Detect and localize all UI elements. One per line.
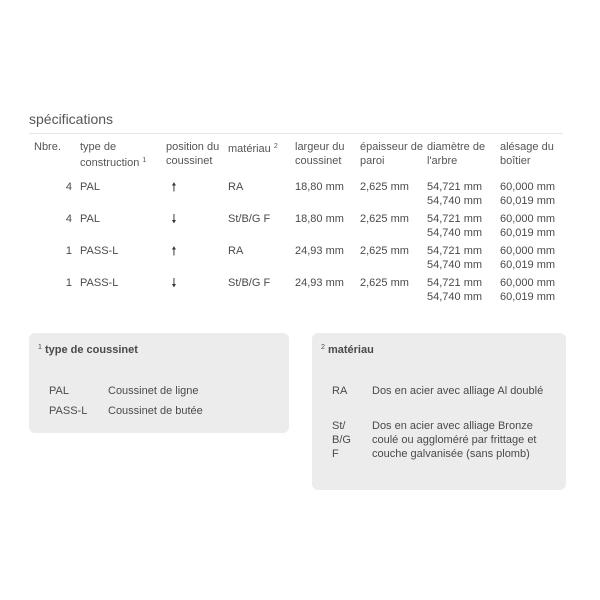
legend-item [332, 419, 558, 479]
legend-item [49, 404, 279, 418]
cell-diametre: 54,721 mm 54,740 mm [427, 213, 483, 239]
legend-item [332, 384, 558, 414]
cell-epaisseur: 2,625 mm [360, 213, 409, 225]
footnote-marker: 2 [321, 344, 325, 351]
arrow-down-icon: 🠗 [171, 276, 177, 290]
table-row [34, 244, 570, 276]
header-type-de-construction: type de construction $^1$ [80, 141, 147, 169]
cell-position [166, 244, 228, 276]
arrow-up-icon: 🠕 [171, 244, 177, 258]
legend-description: Dos en acier avec alliage Al doublé [372, 385, 544, 397]
header-epaisseur: épaisseur de paroi [360, 141, 423, 167]
cell-largeur: 18,80 mm [295, 181, 344, 193]
header-diametre: diamètre de l'arbre [427, 141, 486, 167]
cell-position [166, 212, 228, 244]
cell-materiau: St/B/G F [228, 213, 271, 225]
table-row [34, 276, 570, 308]
specifications-table [34, 140, 570, 308]
cell-epaisseur: 2,625 mm [360, 245, 409, 257]
cell-largeur: 24,93 mm [295, 277, 344, 289]
arrow-up-icon: 🠕 [171, 180, 177, 194]
table-row [34, 180, 570, 212]
footnote-marker: 1 [38, 344, 42, 351]
legend-code: PASS-L [49, 405, 88, 417]
legend-title: $^2$ matériau [321, 344, 374, 356]
cell-largeur: 24,93 mm [295, 245, 344, 257]
cell-nbre: 1 [65, 245, 72, 257]
legend-item [49, 384, 279, 398]
cell-position [166, 276, 228, 308]
cell-alesage: 60,000 mm 60,019 mm [500, 181, 556, 207]
cell-nbre: 1 [65, 277, 72, 289]
legend-code: RA [332, 385, 348, 397]
header-materiau: matériau $^2$ [228, 143, 278, 155]
cell-nbre: 4 [65, 213, 72, 225]
cell-alesage: 60,000 mm 60,019 mm [500, 245, 556, 271]
legend-description: Dos en acier avec alliage Bronze coulé ou aggloméré par frittage et couche galvanisée (sans plomb) [372, 420, 537, 460]
footnote-marker: 1 [142, 157, 147, 164]
cell-alesage: 60,000 mm 60,019 mm [500, 277, 556, 303]
cell-epaisseur: 2,625 mm [360, 181, 409, 193]
cell-epaisseur: 2,625 mm [360, 277, 409, 289]
cell-diametre: 54,721 mm 54,740 mm [427, 245, 483, 271]
legend-title: $^1$ type de coussinet [38, 344, 138, 356]
table-row [34, 212, 570, 244]
legend-type-de-coussinet [29, 333, 289, 433]
header-position: position du coussinet [166, 141, 220, 167]
cell-type: PASS-L [80, 245, 119, 257]
cell-position [166, 180, 228, 212]
legend-code: St/ B/G F [332, 420, 351, 460]
legend-description: Coussinet de ligne [108, 385, 199, 397]
cell-diametre: 54,721 mm 54,740 mm [427, 181, 483, 207]
cell-nbre: 4 [65, 181, 72, 193]
cell-materiau: RA [228, 181, 244, 193]
cell-largeur: 18,80 mm [295, 213, 344, 225]
cell-type: PAL [80, 213, 100, 225]
header-largeur: largeur du coussinet [295, 141, 345, 167]
cell-materiau: RA [228, 245, 244, 257]
cell-diametre: 54,721 mm 54,740 mm [427, 277, 483, 303]
legend-materiau [312, 333, 566, 490]
cell-type: PASS-L [80, 277, 119, 289]
footnote-marker: 2 [273, 143, 278, 150]
header-nbre: Nbre. [34, 141, 61, 153]
cell-materiau: St/B/G F [228, 277, 271, 289]
legend-code: PAL [49, 385, 69, 397]
arrow-down-icon: 🠗 [171, 212, 177, 226]
cell-type: PAL [80, 181, 100, 193]
title-divider [29, 133, 563, 134]
table-header-row [34, 140, 570, 180]
header-alesage: alésage du boîtier [500, 141, 554, 167]
section-title: spécifications [29, 111, 114, 127]
cell-alesage: 60,000 mm 60,019 mm [500, 213, 556, 239]
legend-description: Coussinet de butée [108, 405, 203, 417]
